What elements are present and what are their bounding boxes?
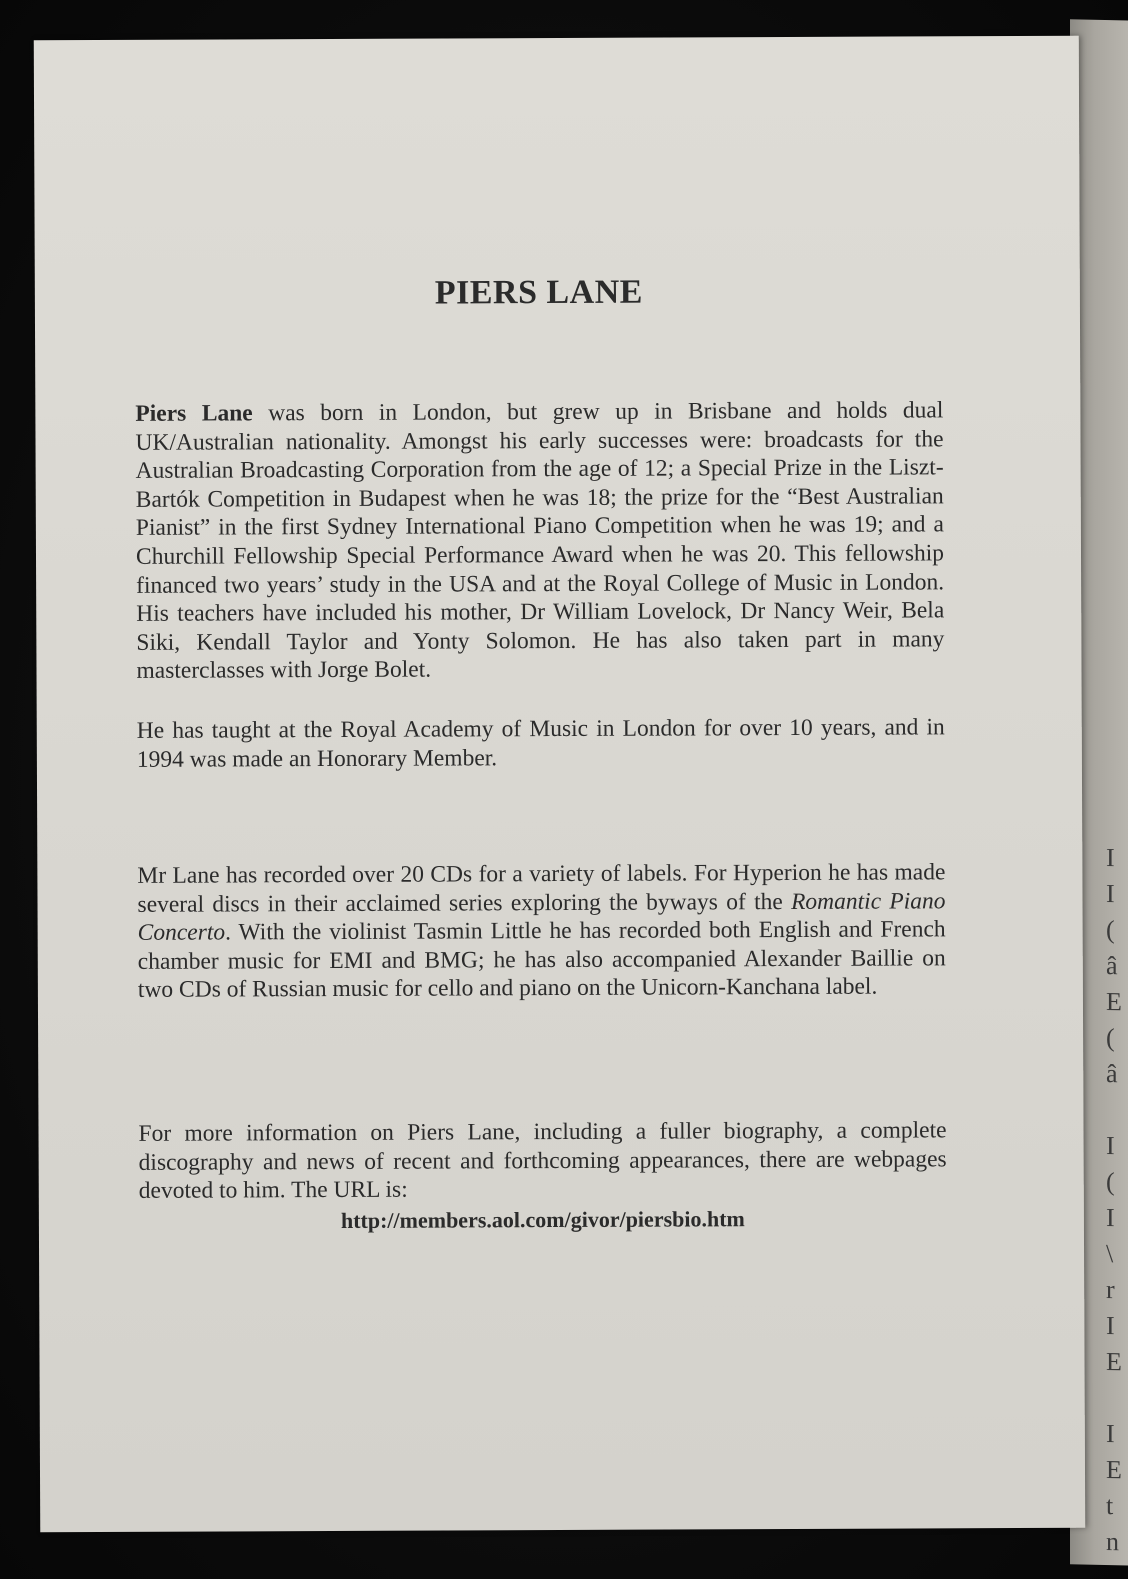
bio-paragraph-early-life-text: was born in London, but grew up in Brisbane and holds dual UK/Australian nationality. Amongst his early successes were: broadcasts for the Australian Broadcasting Corporation from the age of 12; a Special Prize in the Liszt-Bartók Competition in Budapest when he was 18; the prize for the “Best Australian Pianist” in the first Sydney International Piano Competition when he was 19; and a Churchill Fellowship Special Performance Award when he was 20. This fellowship financed two years’ study in the USA and at the Royal College of Music in London. His teachers have included his mother, Dr William Lovelock, Dr Nancy Weir, Bela Siki, Kendall Taylor and Yonty Solomon. He has also taken part in many masterclasses with Jorge Bolet. [135, 397, 945, 685]
bio-paragraph-recordings [137, 858, 946, 1004]
recordings-text-after: . With the violinist Tasmin Little he has recorded both English and French chamber music for EMI and BMG; he has also accompanied Alexander Baillie on two CDs of Russian music for cello and piano on the Unicorn-Kanchana label. [137, 916, 946, 1004]
page-content [134, 36, 947, 1233]
bio-paragraph-teaching: He has taught at the Royal Academy of Music in London for over 10 years, and in 1994 was made an Honorary Member. [136, 714, 945, 773]
adjacent-page-letters: I I ( â E ( â I ( I \ r I E I E t n [1106, 843, 1122, 1557]
recordings-series-title: Romantic Piano Concerto [137, 887, 946, 947]
bio-paragraph-more-info: For more information on Piers Lane, including a fuller biography, a complete discography and news of recent and forthcoming appearances, there are webpages devoted to him. The URL is: [138, 1117, 947, 1205]
bio-lead-name: Piers Lane [135, 400, 253, 427]
bio-paragraph-early-life [135, 396, 944, 685]
bio-url: http://members.aol.com/givor/piersbio.htm [340, 1206, 745, 1233]
recordings-text-before: Mr Lane has recorded over 20 CDs for a variety of labels. For Hyperion he has made several discs in their acclaimed series exploring the byways of the [137, 859, 946, 918]
page-title: PIERS LANE [434, 273, 643, 312]
document-page [34, 36, 1086, 1533]
